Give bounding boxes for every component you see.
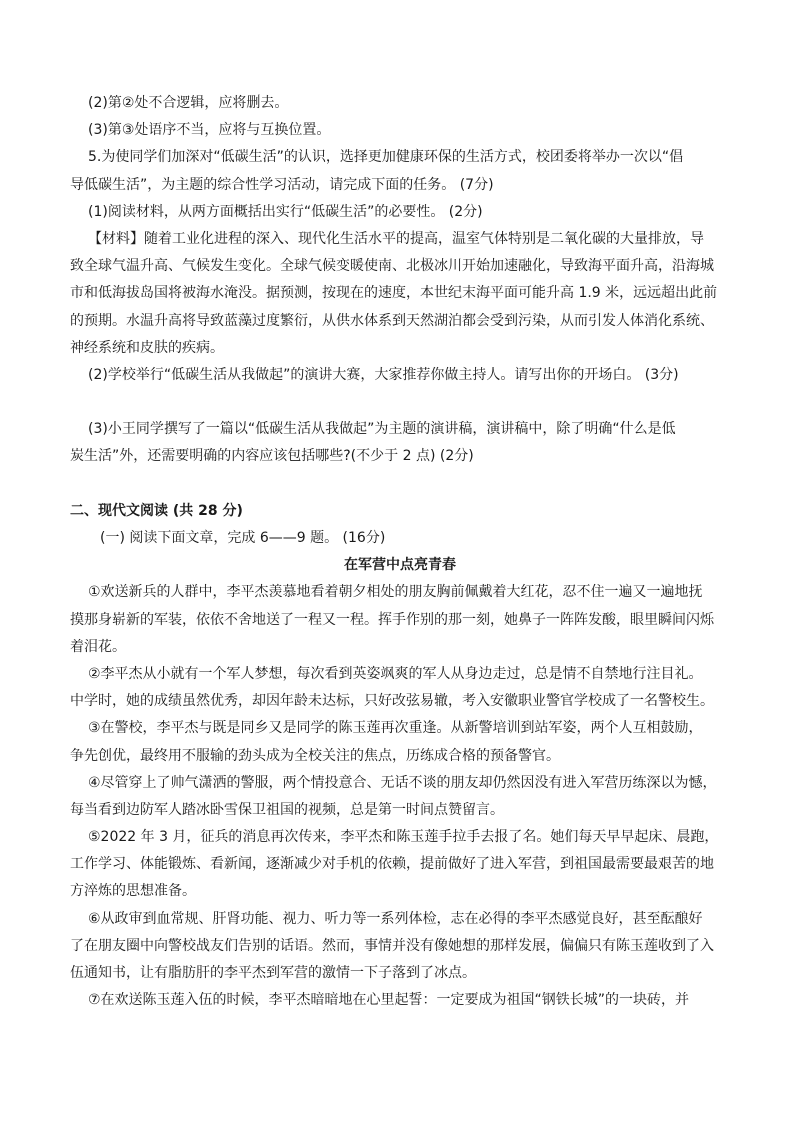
text-line: ⑥从政审到血常规、肝肾功能、视力、听力等一系列体检，志在必得的李平杰感觉良好，甚至酝酿好 bbox=[88, 910, 703, 927]
text-line: ⑦在欢送陈玉莲入伍的时候，李平杰暗暗地在心里起誓：一定要成为祖国“钢铁长城”的一块砖，并 bbox=[88, 992, 690, 1009]
article-paragraph bbox=[70, 715, 730, 769]
question-item bbox=[70, 144, 730, 198]
document-page bbox=[70, 90, 730, 1014]
text-line: ③在警校，李平杰与既是同乡又是同学的陈玉莲再次重逢。从新警培训到站军姿，两个人互相鼓励， bbox=[88, 720, 703, 737]
reading-instruction: (一) 阅读下面文章，完成 6——9 题。 (16分) bbox=[100, 530, 386, 546]
text-line: 了在朋友圈中向警校战友们告别的话语。然而，事情并没有像她想的那样发展，偏偏只有陈玉莲收到了入 bbox=[70, 937, 714, 954]
article-title: 在军营中点亮青春 bbox=[344, 557, 456, 574]
text-line: ①欢送新兵的人群中，李平杰羡慕地看着朝夕相处的朋友胸前佩戴着大红花，忍不住一遍又一遍地抚 bbox=[88, 584, 703, 601]
question-item bbox=[70, 416, 730, 470]
answer-space bbox=[70, 389, 730, 416]
article-paragraph bbox=[70, 661, 730, 715]
text-line: 方淬炼的思想准备。 bbox=[70, 883, 196, 900]
article-paragraph bbox=[70, 824, 730, 906]
question-item bbox=[70, 362, 730, 389]
article-body bbox=[70, 579, 730, 1014]
text-line: 神经系统和皮肤的疾病。 bbox=[70, 339, 224, 356]
text-line: 工作学习、体能锻炼、看新闻，逐渐减少对手机的依赖，提前做好了进入军营，到祖国最需要最艰苦的地 bbox=[70, 856, 714, 873]
text-line: (1)阅读材料，从两方面概括出实行“低碳生活”的必要性。 (2分) bbox=[88, 203, 483, 220]
article-paragraph bbox=[70, 987, 730, 1014]
article-paragraph bbox=[70, 770, 730, 824]
question-item bbox=[70, 226, 730, 362]
article-paragraph bbox=[70, 906, 730, 988]
text-line: 着泪花。 bbox=[70, 638, 126, 655]
text-line: 每当看到边防军人踏冰卧雪保卫祖国的视频，总是第一时间点赞留言。 bbox=[70, 801, 504, 818]
text-line: (2)学校举行“低碳生活从我做起”的演讲大赛，大家推荐你做主持人。请写出你的开场白。 (3分) bbox=[88, 366, 679, 383]
text-line: 市和低海拔岛国将被海水淹没。据预测，按现在的速度，本世纪末海平面可能升高 1.9 米，远远超出此前 bbox=[70, 285, 718, 302]
article-paragraph bbox=[70, 579, 730, 661]
text-line: 摸那身崭新的军装，依依不舍地送了一程又一程。挥手作别的那一刻，她鼻子一阵阵发酸，眼里瞬间闪烁 bbox=[70, 611, 714, 628]
text-line: 争先创优，最终用不服输的劲头成为全校关注的焦点，历练成合格的预备警官。 bbox=[70, 747, 560, 764]
text-line: 炭生活”外，还需要明确的内容应该包括哪些?(不少于 2 点) (2分) bbox=[70, 448, 474, 465]
section-heading: 二、现代文阅读 (共 28 分) bbox=[70, 502, 243, 519]
text-line: 致全球气温升高、气候发生变化。全球气候变暖使南、北极冰川开始加速融化，导致海平面升高，沿海城 bbox=[70, 258, 714, 275]
text-line: (2)第②处不合逻辑，应将删去。 bbox=[88, 95, 289, 111]
text-line: 伍通知书，让有脂肪肝的李平杰到军营的激情一下子落到了冰点。 bbox=[70, 965, 476, 981]
text-line: (3)小王同学撰写了一篇以“低碳生活从我做起”为主题的演讲稿，演讲稿中，除了明确“什么是低 bbox=[88, 421, 676, 438]
text-line: 5.为使同学们加深对“低碳生活”的认识，选择更加健康环保的生活方式，校团委将举办一次以“倡 bbox=[88, 149, 684, 166]
question-item bbox=[70, 117, 730, 144]
text-line: 中学时，她的成绩虽然优秀，却因年龄未达标，只好改弦易辙，考入安徽职业警官学校成了一名警校生。 bbox=[70, 693, 714, 710]
text-line: ⑤2022 年 3 月，征兵的消息再次传来，李平杰和陈玉莲手拉手去报了名。她们每天早早起床、晨跑， bbox=[88, 829, 719, 846]
text-line: ②李平杰从小就有一个军人梦想，每次看到英姿飒爽的军人从身边走过，总是情不自禁地行注目礼。 bbox=[88, 665, 703, 682]
text-line: 导低碳生活”，为主题的综合性学习活动，请完成下面的任务。 (7分) bbox=[70, 176, 494, 193]
text-line: 【材料】随着工业化进程的深入、现代化生活水平的提高，温室气体特别是二氧化碳的大量排放，导 bbox=[88, 230, 704, 247]
question-item bbox=[70, 199, 730, 226]
text-line: ④尽管穿上了帅气潇洒的警服，两个情投意合、无话不谈的朋友却仍然因没有进入军营历练深以为憾， bbox=[88, 774, 717, 791]
text-line: 的预期。水温升高将导致蓝藻过度繁衍，从供水体系到天然湖泊都会受到污染，从而引发人体消化系统、 bbox=[70, 312, 714, 329]
question-item bbox=[70, 90, 730, 117]
text-line: (3)第③处语序不当，应将与互换位置。 bbox=[88, 122, 331, 139]
question-section bbox=[70, 90, 730, 471]
spacer bbox=[70, 471, 730, 498]
